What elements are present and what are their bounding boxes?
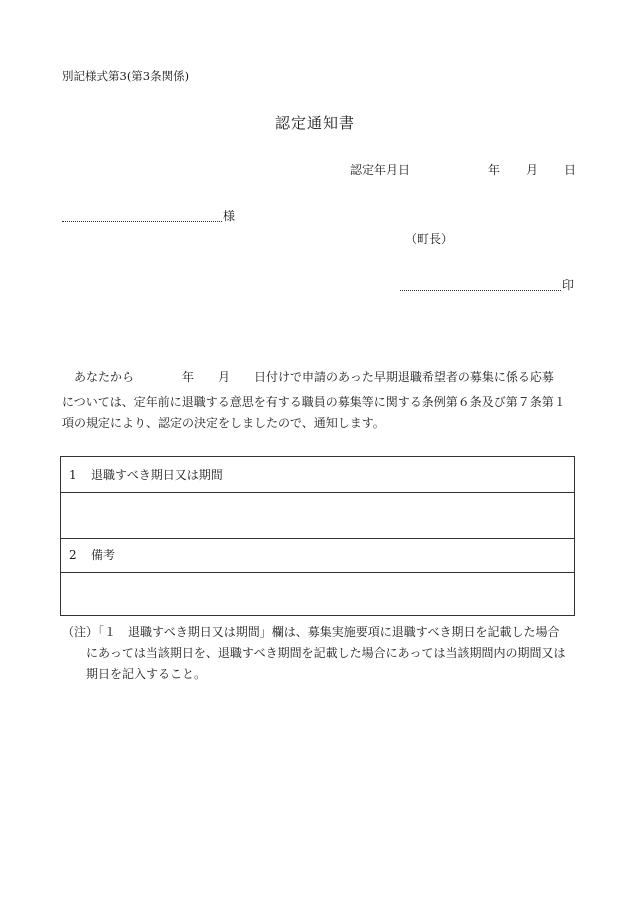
item-label: 備考 xyxy=(91,548,116,562)
item-number: 1 xyxy=(69,468,77,482)
addressee-honorific: 様 xyxy=(223,209,236,223)
item-label: 退職すべき期日又は期間 xyxy=(91,468,223,482)
table-divider xyxy=(61,492,574,493)
body-text-line-1 xyxy=(62,371,554,383)
body-year: 年 xyxy=(182,370,195,384)
table-item-retirement-date xyxy=(69,469,223,481)
table-divider xyxy=(61,538,574,539)
table-divider xyxy=(61,572,574,573)
date-year-label: 年 xyxy=(488,163,501,177)
item-number: 2 xyxy=(69,548,77,562)
body-text-line-2: については、定年前に退職する意思を有する職員の募集等に関する条例第６条及び第７条第１ xyxy=(62,395,566,409)
addressee-name-line xyxy=(62,210,222,222)
sender-name-line xyxy=(400,279,561,291)
body-text-line-3: 項の規定により、認定の決定をしましたので、通知します。 xyxy=(62,416,385,430)
details-table xyxy=(60,456,575,616)
certification-date-label: 認定年月日 xyxy=(350,163,411,177)
table-item-remarks xyxy=(69,549,115,561)
date-day-label: 日 xyxy=(564,163,577,177)
note-line-3: 期日を記入すること。 xyxy=(86,667,207,681)
document-title: 認定通知書 xyxy=(274,114,355,132)
form-reference: 別記様式第3(第3条関係) xyxy=(62,69,190,83)
body-suffix: 日付けで申請のあった早期退職希望者の募集に係る応募 xyxy=(254,370,554,384)
seal-mark: 印 xyxy=(562,278,575,292)
sender-title: （町長） xyxy=(405,232,454,246)
body-prefix: あなたから xyxy=(74,370,135,384)
note-line-1: （注）「１ 退職すべき期日又は期間」欄は、募集実施要項に退職すべき期日を記載した場合 xyxy=(62,625,560,639)
date-month-label: 月 xyxy=(526,163,539,177)
note-line-2: にあっては当該期日を、退職すべき期間を記載した場合にあっては当該期間内の期間又は xyxy=(86,646,566,660)
body-month: 月 xyxy=(218,370,231,384)
